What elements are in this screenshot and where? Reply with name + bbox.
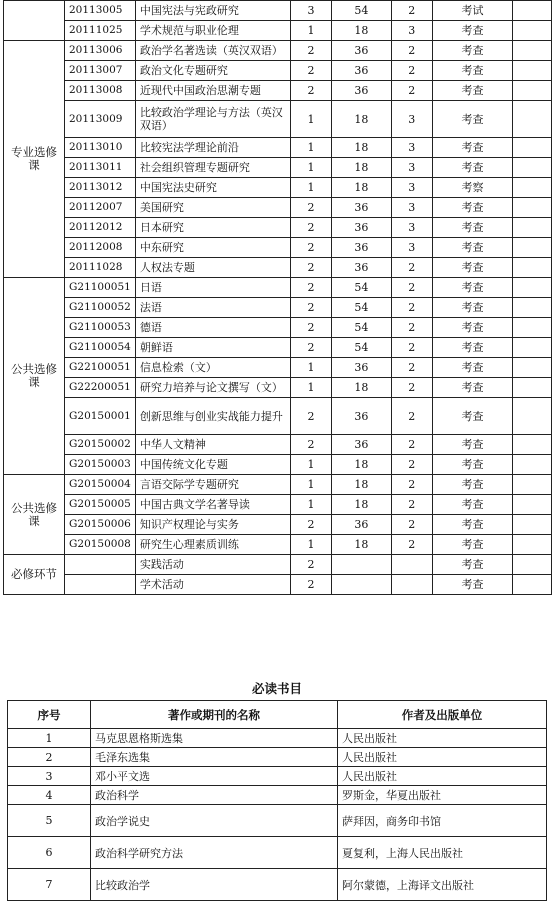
course-assessment: 考查 xyxy=(432,358,512,378)
course-assessment: 考查 xyxy=(432,398,512,435)
course-hours: 18 xyxy=(332,378,391,398)
course-semester: 2 xyxy=(391,475,432,495)
course-credit: 1 xyxy=(290,21,331,41)
course-assessment: 考查 xyxy=(432,318,512,338)
course-hours: 36 xyxy=(332,398,391,435)
course-remark xyxy=(513,378,552,398)
course-remark xyxy=(513,178,552,198)
course-remark xyxy=(513,21,552,41)
header-publisher: 作者及出版单位 xyxy=(338,701,547,729)
course-row xyxy=(4,21,552,41)
course-credit: 2 xyxy=(290,41,331,61)
course-row xyxy=(4,158,552,178)
course-name: 学术规范与职业伦理 xyxy=(135,21,290,41)
book-index: 5 xyxy=(8,805,91,837)
course-row xyxy=(4,338,552,358)
book-index: 7 xyxy=(8,869,91,901)
course-assessment: 考查 xyxy=(432,475,512,495)
course-name: 中华人文精神 xyxy=(135,435,290,455)
course-remark xyxy=(513,318,552,338)
course-name: 法语 xyxy=(135,298,290,318)
course-hours: 36 xyxy=(332,41,391,61)
course-hours: 36 xyxy=(332,258,391,278)
course-assessment: 考查 xyxy=(432,81,512,101)
course-credit: 1 xyxy=(290,178,331,198)
course-semester: 2 xyxy=(391,378,432,398)
course-assessment: 考查 xyxy=(432,21,512,41)
course-name: 中东研究 xyxy=(135,238,290,258)
course-hours: 54 xyxy=(332,338,391,358)
course-code: 20112008 xyxy=(65,238,136,258)
course-hours: 18 xyxy=(332,178,391,198)
course-remark xyxy=(513,298,552,318)
course-semester: 2 xyxy=(391,358,432,378)
course-semester: 3 xyxy=(391,138,432,158)
course-hours: 36 xyxy=(332,61,391,81)
course-code: G20150004 xyxy=(65,475,136,495)
course-remark xyxy=(513,101,552,138)
course-row xyxy=(4,1,552,21)
course-credit: 1 xyxy=(290,138,331,158)
course-code: G22200051 xyxy=(65,378,136,398)
book-publisher: 人民出版社 xyxy=(338,748,547,767)
course-hours: 36 xyxy=(332,218,391,238)
course-row xyxy=(4,358,552,378)
course-code: 20112012 xyxy=(65,218,136,238)
course-row xyxy=(4,515,552,535)
course-semester xyxy=(391,555,432,575)
course-assessment: 考查 xyxy=(432,238,512,258)
course-semester: 2 xyxy=(391,515,432,535)
course-semester: 2 xyxy=(391,81,432,101)
course-assessment: 考查 xyxy=(432,535,512,555)
course-assessment: 考查 xyxy=(432,575,512,595)
course-code xyxy=(65,555,136,575)
course-name: 信息检索（文） xyxy=(135,358,290,378)
course-assessment: 考查 xyxy=(432,158,512,178)
course-hours: 36 xyxy=(332,515,391,535)
course-remark xyxy=(513,238,552,258)
course-table xyxy=(3,0,552,595)
course-row xyxy=(4,41,552,61)
course-row xyxy=(4,455,552,475)
book-title: 马克思恩格斯选集 xyxy=(91,729,338,748)
course-code: G20150003 xyxy=(65,455,136,475)
course-semester: 2 xyxy=(391,298,432,318)
course-hours: 18 xyxy=(332,21,391,41)
course-credit: 2 xyxy=(290,555,331,575)
course-credit: 1 xyxy=(290,378,331,398)
course-row xyxy=(4,435,552,455)
course-name: 知识产权理论与实务 xyxy=(135,515,290,535)
course-hours: 36 xyxy=(332,81,391,101)
course-semester: 3 xyxy=(391,101,432,138)
reading-list-title: 必读书目 xyxy=(251,681,302,696)
course-hours: 36 xyxy=(332,358,391,378)
course-remark xyxy=(513,41,552,61)
course-remark xyxy=(513,61,552,81)
course-remark xyxy=(513,575,552,595)
course-semester: 2 xyxy=(391,435,432,455)
course-credit: 1 xyxy=(290,358,331,378)
course-row xyxy=(4,101,552,138)
course-row xyxy=(4,378,552,398)
book-index: 3 xyxy=(8,767,91,786)
course-semester: 2 xyxy=(391,398,432,435)
course-assessment: 考查 xyxy=(432,61,512,81)
course-hours: 18 xyxy=(332,101,391,138)
course-code: 20113011 xyxy=(65,158,136,178)
course-remark xyxy=(513,278,552,298)
course-remark xyxy=(513,495,552,515)
course-category xyxy=(4,1,65,41)
course-code xyxy=(65,575,136,595)
course-code: G20150001 xyxy=(65,398,136,435)
course-row xyxy=(4,575,552,595)
course-hours xyxy=(332,575,391,595)
course-name: 政治文化专题研究 xyxy=(135,61,290,81)
course-credit: 2 xyxy=(290,238,331,258)
book-title: 政治学说史 xyxy=(91,805,338,837)
course-credit: 2 xyxy=(290,338,331,358)
course-credit: 2 xyxy=(290,298,331,318)
course-code: 20113006 xyxy=(65,41,136,61)
course-hours: 36 xyxy=(332,238,391,258)
course-category: 公共选修课 xyxy=(4,475,65,555)
book-publisher: 夏复利，上海人民出版社 xyxy=(338,837,547,869)
course-row xyxy=(4,495,552,515)
course-name: 社会组织管理专题研究 xyxy=(135,158,290,178)
course-assessment: 考试 xyxy=(432,1,512,21)
course-code: 20113009 xyxy=(65,101,136,138)
course-credit: 2 xyxy=(290,258,331,278)
course-credit: 1 xyxy=(290,535,331,555)
course-code: 20113008 xyxy=(65,81,136,101)
course-hours: 36 xyxy=(332,435,391,455)
course-credit: 2 xyxy=(290,81,331,101)
course-assessment: 考查 xyxy=(432,41,512,61)
course-code: G20150008 xyxy=(65,535,136,555)
course-remark xyxy=(513,1,552,21)
course-hours: 18 xyxy=(332,158,391,178)
course-row xyxy=(4,298,552,318)
course-code: G20150006 xyxy=(65,515,136,535)
course-credit: 2 xyxy=(290,278,331,298)
book-title: 政治科学 xyxy=(91,786,338,805)
course-assessment: 考查 xyxy=(432,101,512,138)
course-hours: 18 xyxy=(332,455,391,475)
course-name: 实践活动 xyxy=(135,555,290,575)
course-row xyxy=(4,398,552,435)
reading-list-row xyxy=(8,767,547,786)
course-credit: 1 xyxy=(290,101,331,138)
course-row xyxy=(4,475,552,495)
course-credit: 2 xyxy=(290,435,331,455)
course-row xyxy=(4,218,552,238)
course-remark xyxy=(513,198,552,218)
course-hours: 54 xyxy=(332,278,391,298)
course-remark xyxy=(513,535,552,555)
book-index: 1 xyxy=(8,729,91,748)
book-publisher: 萨拜因，商务印书馆 xyxy=(338,805,547,837)
course-name: 比较宪法学理论前沿 xyxy=(135,138,290,158)
course-code: 20112007 xyxy=(65,198,136,218)
course-remark xyxy=(513,218,552,238)
book-index: 4 xyxy=(8,786,91,805)
course-hours: 18 xyxy=(332,535,391,555)
course-name: 言语交际学专题研究 xyxy=(135,475,290,495)
course-semester: 2 xyxy=(391,455,432,475)
course-credit: 1 xyxy=(290,495,331,515)
course-code: 20113007 xyxy=(65,61,136,81)
course-credit: 3 xyxy=(290,1,331,21)
course-row xyxy=(4,258,552,278)
course-assessment: 考查 xyxy=(432,495,512,515)
course-semester: 2 xyxy=(391,535,432,555)
course-hours: 54 xyxy=(332,1,391,21)
course-assessment: 考查 xyxy=(432,278,512,298)
course-code: G20150002 xyxy=(65,435,136,455)
course-name: 政治学名著选读（英汉双语） xyxy=(135,41,290,61)
course-code: 20111028 xyxy=(65,258,136,278)
course-semester xyxy=(391,575,432,595)
course-credit: 2 xyxy=(290,218,331,238)
course-credit: 1 xyxy=(290,455,331,475)
course-hours: 18 xyxy=(332,138,391,158)
reading-list-row xyxy=(8,805,547,837)
book-title: 邓小平文选 xyxy=(91,767,338,786)
course-name: 日本研究 xyxy=(135,218,290,238)
course-code: G21100052 xyxy=(65,298,136,318)
course-name: 比较政治学理论与方法（英汉双语） xyxy=(135,101,290,138)
reading-list-row xyxy=(8,786,547,805)
reading-list-row xyxy=(8,837,547,869)
course-name: 朝鲜语 xyxy=(135,338,290,358)
course-name: 日语 xyxy=(135,278,290,298)
course-code: 20111025 xyxy=(65,21,136,41)
book-index: 2 xyxy=(8,748,91,767)
course-name: 中国宪法与宪政研究 xyxy=(135,1,290,21)
course-credit: 1 xyxy=(290,158,331,178)
course-semester: 2 xyxy=(391,338,432,358)
book-publisher: 人民出版社 xyxy=(338,729,547,748)
course-name: 人权法专题 xyxy=(135,258,290,278)
course-credit: 2 xyxy=(290,318,331,338)
course-row xyxy=(4,535,552,555)
course-row xyxy=(4,178,552,198)
course-assessment: 考查 xyxy=(432,435,512,455)
course-remark xyxy=(513,358,552,378)
course-row xyxy=(4,238,552,258)
course-remark xyxy=(513,338,552,358)
reading-list-row xyxy=(8,729,547,748)
course-semester: 3 xyxy=(391,158,432,178)
course-semester: 3 xyxy=(391,21,432,41)
course-remark xyxy=(513,138,552,158)
course-assessment: 考察 xyxy=(432,178,512,198)
course-remark xyxy=(513,398,552,435)
course-hours: 54 xyxy=(332,298,391,318)
course-name: 创新思维与创业实战能力提升 xyxy=(135,398,290,435)
course-code: 20113012 xyxy=(65,178,136,198)
course-credit: 1 xyxy=(290,475,331,495)
book-title: 政治科学研究方法 xyxy=(91,837,338,869)
course-hours: 36 xyxy=(332,198,391,218)
course-code: G20150005 xyxy=(65,495,136,515)
course-name: 中国古典文学名著导读 xyxy=(135,495,290,515)
course-remark xyxy=(513,81,552,101)
course-name: 学术活动 xyxy=(135,575,290,595)
course-semester: 2 xyxy=(391,495,432,515)
course-assessment: 考查 xyxy=(432,555,512,575)
course-semester: 2 xyxy=(391,1,432,21)
course-row xyxy=(4,81,552,101)
course-row xyxy=(4,198,552,218)
reading-list-header-row xyxy=(8,701,547,729)
reading-list-row xyxy=(8,869,547,901)
course-remark xyxy=(513,455,552,475)
course-remark xyxy=(513,258,552,278)
course-hours xyxy=(332,555,391,575)
course-assessment: 考查 xyxy=(432,338,512,358)
course-code: 20113010 xyxy=(65,138,136,158)
reading-list-row xyxy=(8,748,547,767)
course-assessment: 考查 xyxy=(432,198,512,218)
course-code: G21100051 xyxy=(65,278,136,298)
course-remark xyxy=(513,555,552,575)
course-semester: 2 xyxy=(391,318,432,338)
book-publisher: 罗斯金，华夏出版社 xyxy=(338,786,547,805)
course-code: G21100053 xyxy=(65,318,136,338)
course-credit: 2 xyxy=(290,575,331,595)
header-index: 序号 xyxy=(8,701,91,729)
course-name: 德语 xyxy=(135,318,290,338)
course-name: 近现代中国政治思潮专题 xyxy=(135,81,290,101)
course-row xyxy=(4,318,552,338)
course-credit: 2 xyxy=(290,61,331,81)
course-hours: 18 xyxy=(332,475,391,495)
course-code: 20113005 xyxy=(65,1,136,21)
course-assessment: 考查 xyxy=(432,258,512,278)
book-title: 比较政治学 xyxy=(91,869,338,901)
course-category: 专业选修课 xyxy=(4,41,65,278)
course-row xyxy=(4,61,552,81)
course-row xyxy=(4,555,552,575)
course-name: 研究力培养与论文撰写（文） xyxy=(135,378,290,398)
course-remark xyxy=(513,435,552,455)
course-name: 美国研究 xyxy=(135,198,290,218)
header-title: 著作或期刊的名称 xyxy=(91,701,338,729)
book-title: 毛泽东选集 xyxy=(91,748,338,767)
course-semester: 2 xyxy=(391,278,432,298)
course-semester: 3 xyxy=(391,218,432,238)
course-assessment: 考查 xyxy=(432,298,512,318)
course-name: 中国传统文化专题 xyxy=(135,455,290,475)
course-assessment: 考查 xyxy=(432,138,512,158)
course-name: 中国宪法史研究 xyxy=(135,178,290,198)
course-credit: 2 xyxy=(290,198,331,218)
course-semester: 2 xyxy=(391,41,432,61)
course-row xyxy=(4,138,552,158)
course-remark xyxy=(513,475,552,495)
course-assessment: 考查 xyxy=(432,515,512,535)
course-credit: 2 xyxy=(290,515,331,535)
course-hours: 54 xyxy=(332,318,391,338)
course-semester: 3 xyxy=(391,178,432,198)
course-remark xyxy=(513,158,552,178)
course-hours: 18 xyxy=(332,495,391,515)
course-semester: 3 xyxy=(391,198,432,218)
book-publisher: 阿尔蒙德，上海译文出版社 xyxy=(338,869,547,901)
course-remark xyxy=(513,515,552,535)
course-credit: 2 xyxy=(290,398,331,435)
course-name: 研究生心理素质训练 xyxy=(135,535,290,555)
course-code: G22100051 xyxy=(65,358,136,378)
course-code: G21100054 xyxy=(65,338,136,358)
course-semester: 3 xyxy=(391,238,432,258)
course-assessment: 考查 xyxy=(432,218,512,238)
course-category: 必修环节 xyxy=(4,555,65,595)
course-semester: 2 xyxy=(391,258,432,278)
course-category: 公共选修课 xyxy=(4,278,65,475)
book-publisher: 人民出版社 xyxy=(338,767,547,786)
book-index: 6 xyxy=(8,837,91,869)
reading-list-table xyxy=(7,700,547,901)
course-assessment: 考查 xyxy=(432,455,512,475)
course-row xyxy=(4,278,552,298)
course-semester: 2 xyxy=(391,61,432,81)
course-assessment: 考查 xyxy=(432,378,512,398)
